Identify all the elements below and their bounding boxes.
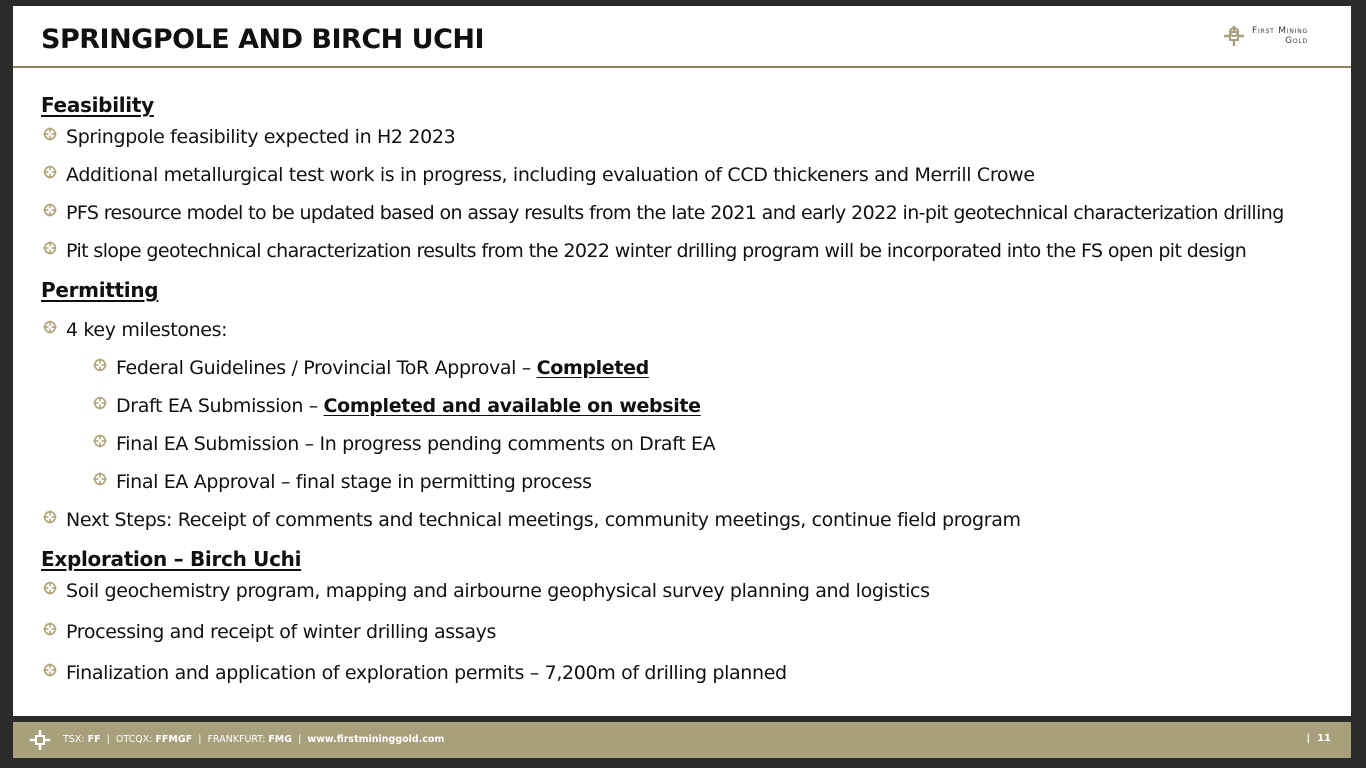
exploration-bullet: Finalization and application of exploration permits – 7,200m of drilling planned [43,662,787,684]
feasibility-bullet: PFS resource model to be updated based on assay results from the late 2021 and early 2022 in-pit geotechnical characterization drilling [43,202,1284,224]
bullet-icon [43,165,57,179]
logo-line2: Gold [1285,36,1308,46]
slide-title: SPRINGPOLE AND BIRCH UCHI [41,24,485,55]
milestone-item: Final EA Submission – In progress pending comments on Draft EA [93,433,715,455]
exploration-bullet: Processing and receipt of winter drilling assays [43,621,496,643]
bullet-icon [93,396,107,410]
first-mining-logo-icon [28,728,52,752]
bullet-icon [93,358,107,372]
milestone-item: Federal Guidelines / Provincial ToR Approval – Completed [93,357,649,379]
footer-bar [13,722,1351,758]
first-mining-logo-icon [1222,24,1246,48]
milestone-item: Final EA Approval – final stage in permitting process [93,471,592,493]
milestone-item: Draft EA Submission – Completed and available on website [93,395,701,417]
milestone-status: Completed [536,357,649,379]
permitting-intro: 4 key milestones: [43,319,227,341]
page-number: | 11 [1306,733,1331,744]
logo-line1: First Mining [1252,26,1308,36]
bullet-icon [93,472,107,486]
slide [13,6,1351,716]
permitting-heading: Permitting [41,278,159,302]
bullet-icon [43,203,57,217]
exploration-heading: Exploration – Birch Uchi [41,547,302,571]
bullet-icon [43,510,57,524]
bullet-icon [43,127,57,141]
website-link[interactable]: www.firstmininggold.com [307,734,445,745]
feasibility-bullet: Additional metallurgical test work is in progress, including evaluation of CCD thickeners and Merrill Crowe [43,164,1035,186]
bullet-icon [43,241,57,255]
bullet-icon [43,622,57,636]
milestone-status: Completed and available on website [323,395,701,417]
bullet-icon [43,320,57,334]
bullet-icon [43,581,57,595]
permitting-next-steps: Next Steps: Receipt of comments and technical meetings, community meetings, continue field program [43,509,1021,531]
footer-ticker-info: TSX: FF | OTCQX: FFMGF | FRANKFURT: FMG | www.firstmininggold.com [63,734,445,745]
bullet-icon [93,434,107,448]
feasibility-bullet: Pit slope geotechnical characterization results from the 2022 winter drilling program will be incorporated into the FS open pit design [43,240,1246,262]
feasibility-bullet: Springpole feasibility expected in H2 2023 [43,126,455,148]
company-logo [1222,24,1308,48]
title-divider [13,66,1351,68]
feasibility-heading: Feasibility [41,93,154,117]
exploration-bullet: Soil geochemistry program, mapping and airbourne geophysical survey planning and logistics [43,580,930,602]
bullet-icon [43,663,57,677]
